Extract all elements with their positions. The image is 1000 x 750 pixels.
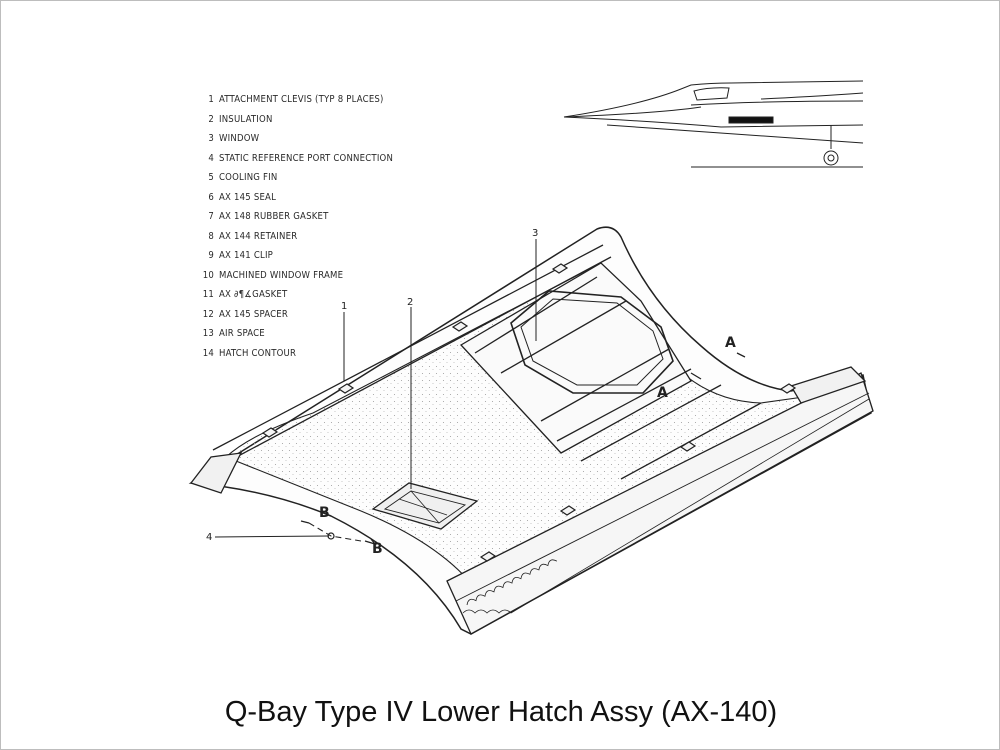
legend-item-label: STATIC REFERENCE PORT CONNECTION [219, 152, 394, 164]
section-b-upper: B [319, 505, 330, 521]
legend-item-label: COOLING FIN [219, 172, 278, 183]
legend-item-number: 4 [208, 152, 214, 164]
legend-item-label: AX 145 SEAL [219, 191, 277, 203]
aircraft-nose-inset [564, 81, 863, 167]
legend-item-number: 14 [202, 347, 214, 359]
legend-item-number: 8 [208, 230, 214, 242]
legend-item-number: 3 [208, 133, 214, 144]
section-a-upper: A [725, 335, 736, 351]
legend-item-number: 13 [202, 328, 214, 339]
section-b-lower: B [372, 541, 383, 557]
legend-item-label: MACHINED WINDOW FRAME [219, 269, 344, 281]
legend-item-label: WINDOW [219, 133, 260, 144]
section-a-lower: A [657, 385, 668, 401]
legend-item-label: AX 145 SPACER [219, 308, 288, 320]
callout-2: 2 [407, 297, 414, 308]
legend-item-label: AX ∂¶∡GASKET [219, 289, 288, 300]
legend-item-number: 5 [208, 172, 214, 183]
callout-1: 1 [341, 301, 348, 312]
slide-caption: Q-Bay Type IV Lower Hatch Assy (AX-140) [224, 696, 778, 728]
hatch-assembly-drawing [1, 1, 1000, 691]
legend-item-number: 1 [208, 94, 214, 105]
legend-item-label: AIR SPACE [219, 328, 265, 339]
hatch-assembly [191, 227, 873, 634]
legend-item-label: INSULATION [219, 113, 273, 125]
legend-item-number: 7 [208, 211, 214, 222]
legend-item-number: 12 [202, 308, 214, 320]
legend-item-label: ATTACHMENT CLEVIS (TYP 8 PLACES) [219, 94, 384, 105]
legend-item-number: 11 [202, 289, 214, 300]
legend-item-number: 10 [202, 269, 214, 281]
legend-item-label: AX 144 RETAINER [219, 230, 298, 242]
legend-item-number: 2 [208, 113, 214, 125]
callout-3: 3 [532, 228, 539, 239]
legend-item-number: 6 [208, 191, 214, 203]
legend-item-number: 9 [208, 250, 214, 261]
legend-item-label: AX 141 CLIP [219, 250, 274, 261]
legend-item-label: AX 148 RUBBER GASKET [219, 211, 329, 222]
callout-4: 4 [206, 532, 213, 543]
legend-item-label: HATCH CONTOUR [219, 347, 297, 359]
